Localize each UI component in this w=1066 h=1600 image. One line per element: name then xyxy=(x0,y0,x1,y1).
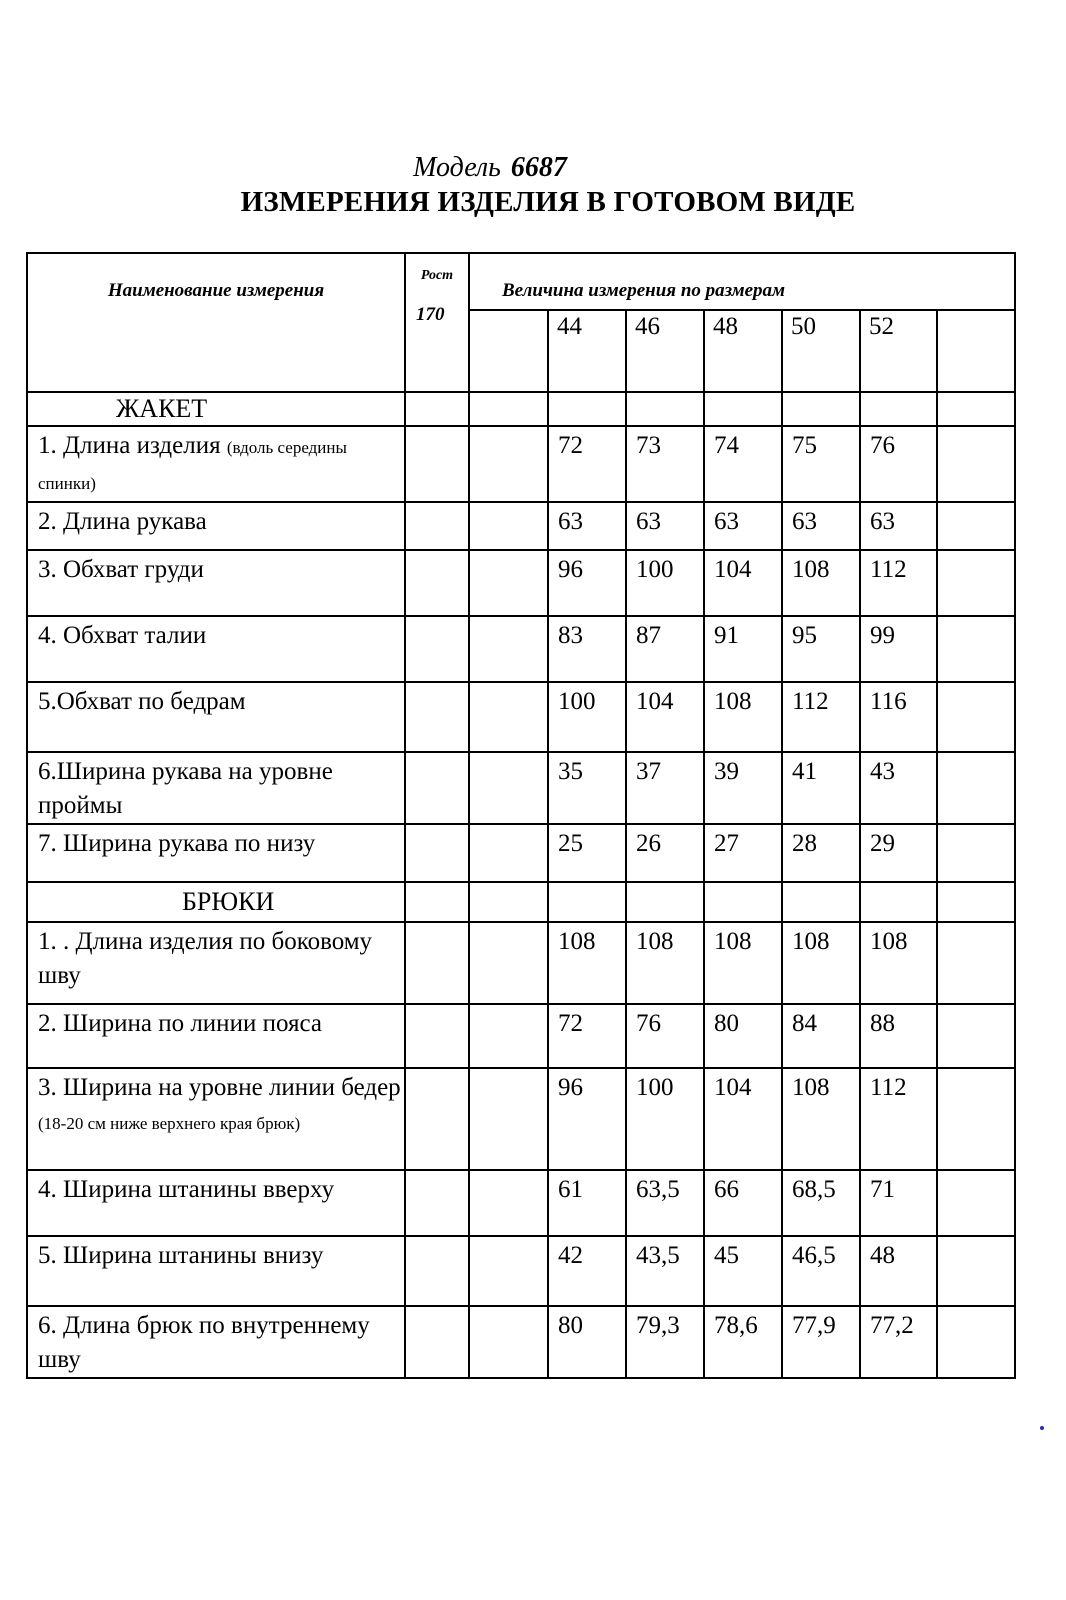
empty-cell xyxy=(469,882,548,922)
value-cell: 35 xyxy=(548,752,626,824)
measurement-name-cell xyxy=(27,682,405,752)
measurement-name-cell xyxy=(27,1306,405,1378)
value-cell: 77,2 xyxy=(860,1306,937,1378)
measurement-name-cell xyxy=(27,550,405,616)
value-cell: 63 xyxy=(860,502,937,550)
empty-cell xyxy=(405,824,469,882)
section-row xyxy=(27,882,1015,922)
empty-cell xyxy=(469,1236,548,1306)
measurement-name: 7. Ширина рукава по низу xyxy=(38,830,316,857)
empty-cell xyxy=(937,682,1015,752)
value-cell: 112 xyxy=(860,550,937,616)
measurement-note: (вдоль середины спинки) xyxy=(38,438,347,493)
value-cell: 100 xyxy=(626,550,704,616)
value-cell: 48 xyxy=(860,1236,937,1306)
value-cell: 46,5 xyxy=(782,1236,860,1306)
value-cell: 63,5 xyxy=(626,1170,704,1236)
empty-cell xyxy=(937,882,1015,922)
measurement-name: 3. Обхват груди xyxy=(38,556,204,583)
empty-cell xyxy=(937,550,1015,616)
value-cell: 76 xyxy=(860,426,937,502)
empty-cell xyxy=(405,616,469,682)
section-title: БРЮКИ xyxy=(27,882,405,922)
value-cell: 80 xyxy=(704,1004,782,1068)
measurement-name-cell xyxy=(27,502,405,550)
size-cell: 50 xyxy=(782,310,860,392)
empty-cell xyxy=(405,922,469,1004)
header-row-1 xyxy=(27,253,1015,310)
value-cell: 91 xyxy=(704,616,782,682)
value-cell: 78,6 xyxy=(704,1306,782,1378)
value-cell: 63 xyxy=(782,502,860,550)
measurements-table xyxy=(26,252,1016,1379)
section-title: ЖАКЕТ xyxy=(27,392,405,426)
measurement-name-cell xyxy=(27,922,405,1004)
measurement-row xyxy=(27,1306,1015,1378)
value-cell: 72 xyxy=(548,1004,626,1068)
value-cell: 41 xyxy=(782,752,860,824)
value-cell: 112 xyxy=(782,682,860,752)
rost-value: 170 xyxy=(416,304,445,325)
measurement-name-cell xyxy=(27,616,405,682)
document-title: ИЗМЕРЕНИЯ ИЗДЕЛИЯ В ГОТОВОМ ВИДЕ xyxy=(240,186,856,218)
measurement-name: 6.Ширина рукава на уровне проймы xyxy=(38,758,333,819)
measurement-name-cell xyxy=(27,1068,405,1170)
column-header-name: Наименование измерения xyxy=(27,253,405,392)
empty-cell xyxy=(937,1170,1015,1236)
value-cell: 37 xyxy=(626,752,704,824)
empty-cell xyxy=(469,1004,548,1068)
empty-cell xyxy=(937,752,1015,824)
value-cell: 71 xyxy=(860,1170,937,1236)
value-cell: 74 xyxy=(704,426,782,502)
empty-cell xyxy=(469,1068,548,1170)
value-cell: 25 xyxy=(548,824,626,882)
measurement-name-cell xyxy=(27,824,405,882)
empty-cell xyxy=(937,1004,1015,1068)
empty-cell xyxy=(860,392,937,426)
measurement-name: 4. Ширина штанины вверху xyxy=(38,1176,335,1203)
value-cell: 108 xyxy=(704,922,782,1004)
empty-cell xyxy=(860,882,937,922)
value-cell: 68,5 xyxy=(782,1170,860,1236)
empty-cell xyxy=(469,550,548,616)
rost-label: Рост xyxy=(420,268,454,283)
empty-cell xyxy=(937,616,1015,682)
empty-cell xyxy=(469,616,548,682)
measurement-row xyxy=(27,922,1015,1004)
empty-cell xyxy=(548,882,626,922)
empty-cell xyxy=(469,502,548,550)
measurement-row xyxy=(27,1068,1015,1170)
value-cell: 66 xyxy=(704,1170,782,1236)
empty-cell xyxy=(937,310,1015,392)
empty-cell xyxy=(626,392,704,426)
empty-cell xyxy=(405,682,469,752)
measurement-row xyxy=(27,824,1015,882)
value-cell: 73 xyxy=(626,426,704,502)
value-cell: 43,5 xyxy=(626,1236,704,1306)
value-cell: 99 xyxy=(860,616,937,682)
empty-cell xyxy=(405,426,469,502)
empty-cell xyxy=(626,882,704,922)
empty-cell xyxy=(469,1170,548,1236)
empty-cell xyxy=(704,882,782,922)
measurement-row xyxy=(27,1004,1015,1068)
value-cell: 63 xyxy=(704,502,782,550)
empty-cell xyxy=(405,1236,469,1306)
value-cell: 108 xyxy=(626,922,704,1004)
empty-cell xyxy=(704,392,782,426)
measurement-name-cell xyxy=(27,1170,405,1236)
empty-cell xyxy=(548,392,626,426)
value-cell: 116 xyxy=(860,682,937,752)
value-cell: 39 xyxy=(704,752,782,824)
measurement-name: 2. Длина рукава xyxy=(38,508,207,535)
empty-cell xyxy=(937,1068,1015,1170)
measurement-name-cell xyxy=(27,752,405,824)
table-body xyxy=(27,253,1015,1378)
size-cell: 46 xyxy=(626,310,704,392)
measurement-name: 2. Ширина по линии пояса xyxy=(38,1010,322,1037)
empty-cell xyxy=(937,824,1015,882)
value-cell: 43 xyxy=(860,752,937,824)
value-cell: 104 xyxy=(704,550,782,616)
model-label: Модель xyxy=(413,152,501,183)
measurement-row xyxy=(27,426,1015,502)
value-cell: 61 xyxy=(548,1170,626,1236)
measurement-name: 5.Обхват по бедрам xyxy=(38,688,246,715)
value-cell: 27 xyxy=(704,824,782,882)
value-cell: 29 xyxy=(860,824,937,882)
size-cell: 44 xyxy=(548,310,626,392)
empty-cell xyxy=(405,392,469,426)
value-cell: 108 xyxy=(860,922,937,1004)
measurement-row xyxy=(27,550,1015,616)
value-cell: 96 xyxy=(548,1068,626,1170)
empty-cell xyxy=(937,502,1015,550)
size-cell: 52 xyxy=(860,310,937,392)
measurement-row xyxy=(27,616,1015,682)
value-cell: 45 xyxy=(704,1236,782,1306)
value-cell: 77,9 xyxy=(782,1306,860,1378)
column-header-values: Величина измерения по размерам xyxy=(469,253,1015,310)
value-cell: 83 xyxy=(548,616,626,682)
empty-cell xyxy=(937,426,1015,502)
stray-mark xyxy=(1040,1426,1044,1430)
value-cell: 108 xyxy=(704,682,782,752)
value-cell: 42 xyxy=(548,1236,626,1306)
empty-cell xyxy=(782,392,860,426)
measurement-name: 4. Обхват талии xyxy=(38,622,207,649)
empty-cell xyxy=(937,922,1015,1004)
column-header-rost xyxy=(405,253,469,392)
empty-cell xyxy=(469,824,548,882)
empty-cell xyxy=(469,682,548,752)
size-cell: 48 xyxy=(704,310,782,392)
empty-cell xyxy=(469,392,548,426)
measurement-name: 5. Ширина штанины внизу xyxy=(38,1242,324,1269)
measurement-row xyxy=(27,682,1015,752)
value-cell: 26 xyxy=(626,824,704,882)
empty-cell xyxy=(469,310,548,392)
value-cell: 108 xyxy=(782,922,860,1004)
empty-cell xyxy=(782,882,860,922)
empty-cell xyxy=(469,922,548,1004)
empty-cell xyxy=(405,752,469,824)
value-cell: 87 xyxy=(626,616,704,682)
measurement-row xyxy=(27,752,1015,824)
empty-cell xyxy=(405,1170,469,1236)
empty-cell xyxy=(937,392,1015,426)
value-cell: 108 xyxy=(548,922,626,1004)
measurement-name-cell xyxy=(27,1004,405,1068)
measurement-row xyxy=(27,1170,1015,1236)
value-cell: 108 xyxy=(782,550,860,616)
value-cell: 96 xyxy=(548,550,626,616)
measurement-row xyxy=(27,1236,1015,1306)
empty-cell xyxy=(937,1306,1015,1378)
value-cell: 95 xyxy=(782,616,860,682)
empty-cell xyxy=(937,1236,1015,1306)
measurement-name-cell xyxy=(27,1236,405,1306)
value-cell: 108 xyxy=(782,1068,860,1170)
value-cell: 100 xyxy=(548,682,626,752)
empty-cell xyxy=(469,1306,548,1378)
empty-cell xyxy=(469,426,548,502)
measurement-note: (18-20 см ниже верхнего края брюк) xyxy=(38,1114,301,1133)
value-cell: 104 xyxy=(626,682,704,752)
measurement-name-cell xyxy=(27,426,405,502)
value-cell: 84 xyxy=(782,1004,860,1068)
value-cell: 100 xyxy=(626,1068,704,1170)
value-cell: 104 xyxy=(704,1068,782,1170)
measurement-name: 6. Длина брюк по внутреннему шву xyxy=(38,1312,370,1373)
model-line xyxy=(0,152,980,184)
value-cell: 76 xyxy=(626,1004,704,1068)
measurement-name: 1. . Длина изделия по боковому шву xyxy=(38,928,373,989)
value-cell: 63 xyxy=(548,502,626,550)
value-cell: 75 xyxy=(782,426,860,502)
measurement-name: 3. Ширина на уровне линии бедер xyxy=(38,1074,401,1101)
value-cell: 112 xyxy=(860,1068,937,1170)
value-cell: 80 xyxy=(548,1306,626,1378)
empty-cell xyxy=(469,752,548,824)
section-row xyxy=(27,392,1015,426)
empty-cell xyxy=(405,502,469,550)
empty-cell xyxy=(405,882,469,922)
value-cell: 63 xyxy=(626,502,704,550)
measurement-row xyxy=(27,502,1015,550)
empty-cell xyxy=(405,1004,469,1068)
model-number: 6687 xyxy=(510,152,567,183)
empty-cell xyxy=(405,1306,469,1378)
empty-cell xyxy=(405,1068,469,1170)
value-cell: 72 xyxy=(548,426,626,502)
value-cell: 28 xyxy=(782,824,860,882)
measurement-name: 1. Длина изделия xyxy=(38,432,221,459)
empty-cell xyxy=(405,550,469,616)
value-cell: 79,3 xyxy=(626,1306,704,1378)
value-cell: 88 xyxy=(860,1004,937,1068)
